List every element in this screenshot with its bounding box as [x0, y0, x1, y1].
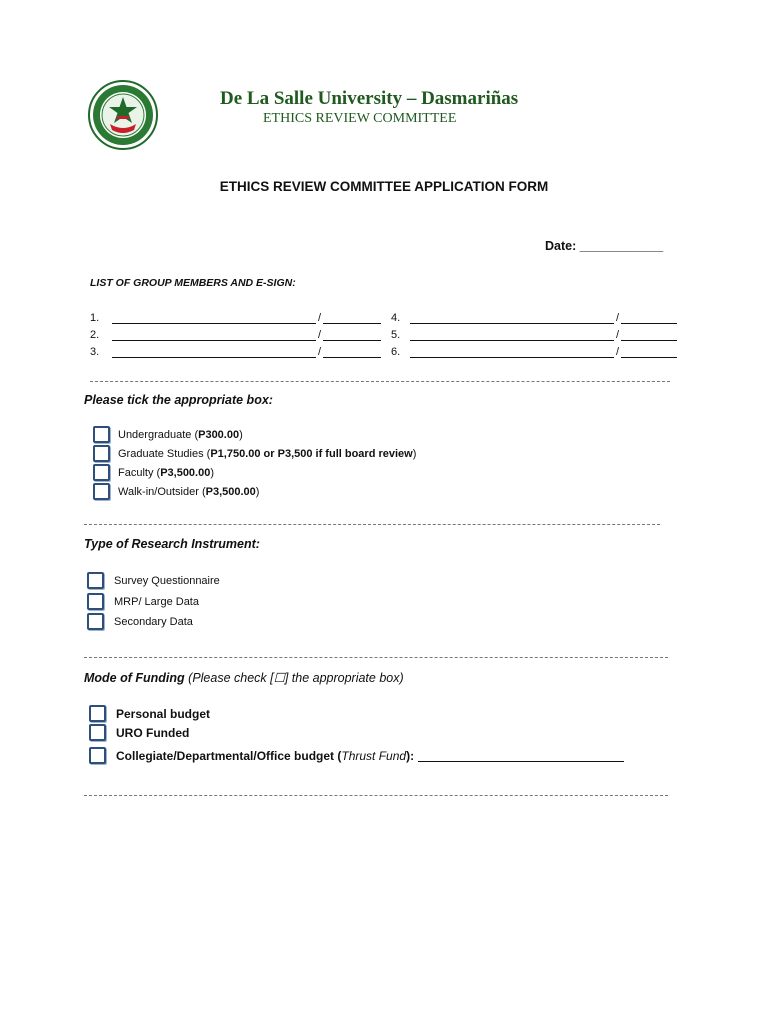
member-slash: / — [318, 312, 322, 324]
option-walk-in[interactable] — [93, 483, 259, 500]
member-number: 2. — [90, 329, 100, 341]
instrument-heading: Type of Research Instrument: — [84, 537, 260, 551]
option-mrp-large-data[interactable] — [87, 593, 199, 610]
members-heading: LIST OF GROUP MEMBERS AND E-SIGN: — [90, 277, 296, 289]
date-field[interactable]: Date: ____________ — [545, 239, 664, 253]
member-blank-short — [306, 346, 316, 358]
member-number: 1. — [90, 312, 100, 324]
member-number: 3. — [90, 346, 100, 358]
option-label: Secondary Data — [114, 615, 193, 628]
member-number: 5. — [391, 329, 401, 341]
committee-name: ETHICS REVIEW COMMITTEE — [263, 111, 457, 126]
funding-heading — [84, 670, 404, 685]
checkbox[interactable] — [87, 613, 104, 630]
member-row-4[interactable] — [391, 312, 677, 324]
member-name-blank[interactable] — [410, 312, 604, 324]
member-blank-short — [306, 329, 316, 341]
checkbox[interactable] — [87, 593, 104, 610]
option-collegiate-budget[interactable] — [89, 747, 624, 764]
member-sign-blank[interactable] — [621, 329, 677, 341]
checkbox[interactable] — [89, 747, 106, 764]
member-slash: / — [318, 346, 322, 358]
member-number: 6. — [391, 346, 401, 358]
option-undergraduate[interactable] — [93, 426, 243, 443]
section-divider — [90, 381, 670, 382]
member-slash: / — [318, 329, 322, 341]
option-secondary-data[interactable] — [87, 613, 193, 630]
member-blank-short — [604, 312, 614, 324]
member-sign-blank[interactable] — [323, 329, 381, 341]
option-label: Graduate Studies (P1,750.00 or P3,500 if full board review) — [118, 447, 417, 460]
university-logo — [88, 80, 158, 150]
member-name-blank[interactable] — [410, 346, 604, 358]
member-name-blank[interactable] — [112, 312, 306, 324]
option-label: Faculty (P3,500.00) — [118, 466, 215, 479]
form-title: ETHICS REVIEW COMMITTEE APPLICATION FORM — [219, 179, 549, 194]
checkbox[interactable] — [87, 572, 104, 589]
member-sign-blank[interactable] — [323, 346, 381, 358]
option-label: Undergraduate (P300.00) — [118, 428, 243, 441]
section-divider — [84, 795, 668, 796]
option-label: URO Funded — [116, 725, 190, 740]
member-slash: / — [616, 329, 620, 341]
option-label: Personal budget — [116, 706, 211, 721]
member-name-blank[interactable] — [112, 329, 306, 341]
funding-heading-title: Mode of Funding — [84, 671, 185, 685]
funding-heading-note: (Please check [☐] the appropriate box) — [188, 671, 404, 685]
member-name-blank[interactable] — [410, 329, 604, 341]
member-row-6[interactable] — [391, 346, 677, 358]
checkbox[interactable] — [93, 483, 110, 500]
university-name: De La Salle University – Dasmariñas — [220, 88, 519, 109]
member-row-3[interactable] — [90, 346, 381, 358]
option-personal-budget[interactable] — [89, 705, 210, 722]
member-blank-short — [306, 312, 316, 324]
checkbox[interactable] — [89, 724, 106, 741]
member-blank-short — [604, 329, 614, 341]
thrust-fund-blank[interactable] — [418, 749, 624, 762]
section-divider — [84, 657, 668, 658]
member-row-2[interactable] — [90, 329, 381, 341]
member-name-blank[interactable] — [112, 346, 306, 358]
option-graduate-studies[interactable] — [93, 445, 416, 462]
member-slash: / — [616, 346, 620, 358]
checkbox[interactable] — [93, 445, 110, 462]
option-label: Collegiate/Departmental/Office budget (Thrust Fund): — [116, 748, 415, 763]
applicant-type-heading: Please tick the appropriate box: — [84, 393, 273, 407]
member-blank-short — [604, 346, 614, 358]
member-row-5[interactable] — [391, 329, 677, 341]
option-uro-funded[interactable] — [89, 724, 189, 741]
member-slash: / — [616, 312, 620, 324]
section-divider — [84, 524, 660, 525]
member-sign-blank[interactable] — [621, 312, 677, 324]
option-label: Survey Questionnaire — [114, 574, 220, 587]
member-number: 4. — [391, 312, 401, 324]
option-label: MRP/ Large Data — [114, 595, 199, 608]
member-sign-blank[interactable] — [621, 346, 677, 358]
member-sign-blank[interactable] — [323, 312, 381, 324]
option-label: Walk-in/Outsider (P3,500.00) — [118, 485, 260, 498]
option-survey-questionnaire[interactable] — [87, 572, 220, 589]
checkbox[interactable] — [93, 464, 110, 481]
checkbox[interactable] — [93, 426, 110, 443]
member-row-1[interactable] — [90, 312, 381, 324]
option-faculty[interactable] — [93, 464, 214, 481]
checkbox[interactable] — [89, 705, 106, 722]
